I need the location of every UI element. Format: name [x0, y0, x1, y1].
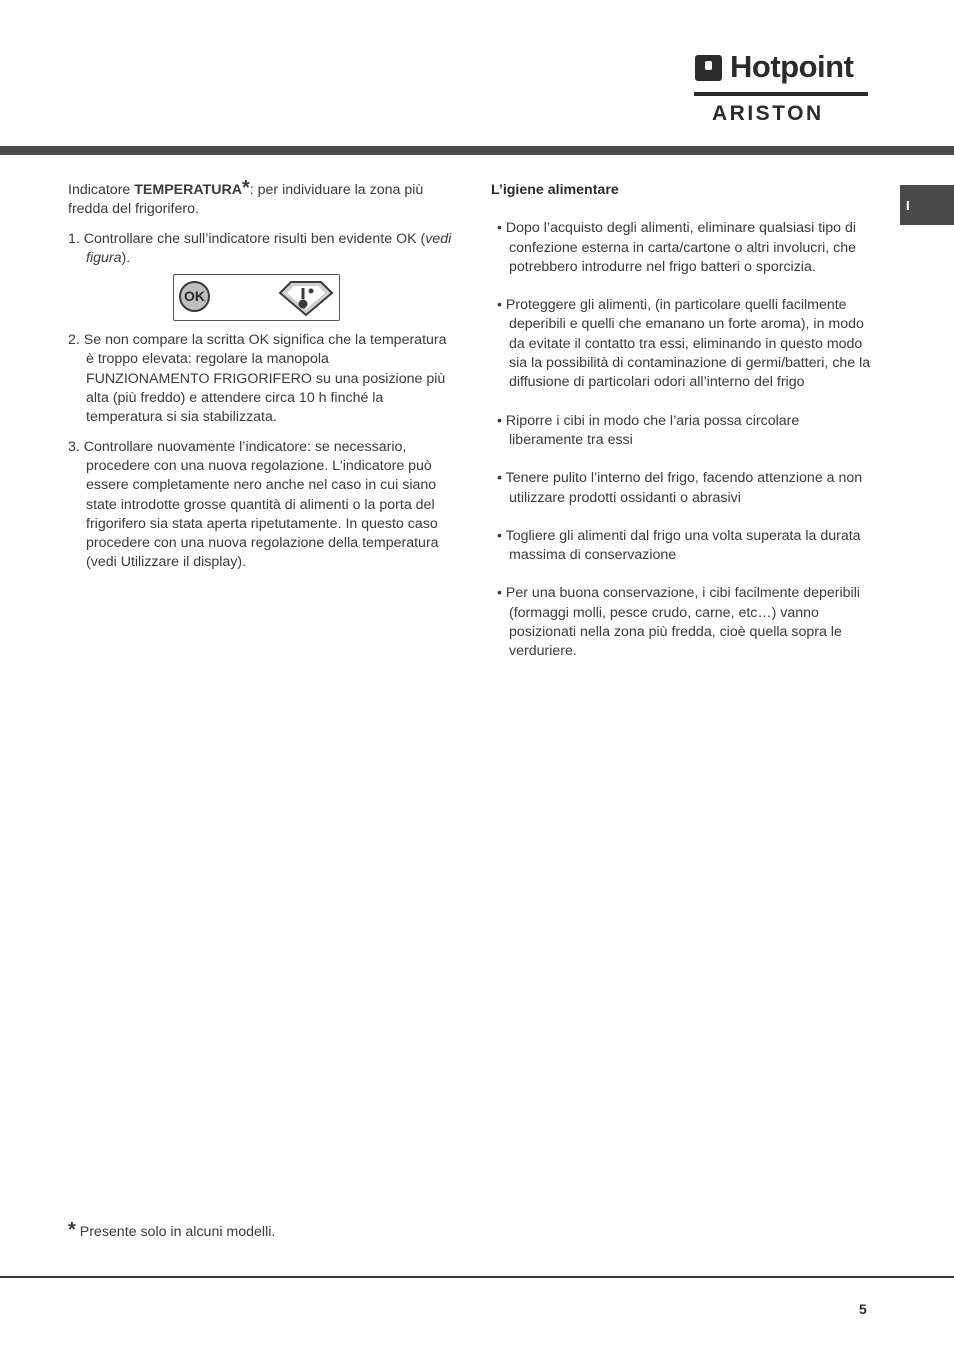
brand-logo	[694, 49, 869, 127]
bullet-item: • Tenere pulito l’interno del frigo, facendo attenzione a non utilizzare prodotti ossidanti o abrasivi	[497, 470, 863, 506]
logo-mark-icon	[695, 55, 722, 81]
language-tab	[900, 185, 954, 225]
right-column	[491, 181, 871, 681]
step-2: 2. Se non compare la scritta OK significa che la temperatura è troppo elevata: regolare la manopola FUNZIONAMENTO FRIGORIFERO su una posizione più alta (più freddo) e attendere circa 10 h finché la temperatura si sia stabilizzata.	[68, 332, 447, 426]
temperature-indicator-figure	[173, 274, 340, 321]
footer-rule	[0, 1276, 954, 1278]
footnote-text: Presente solo in alcuni modelli.	[75, 1224, 276, 1240]
bullet-item: • Riporre i cibi in modo che l’aria possa circolare liberamente tra essi	[497, 412, 800, 448]
bullet-item: • Per una buona conservazione, i cibi facilmente deperibili (formaggi molli, pesce crudo, carne, etc…) vanno posizionati nella zona più fredda, cioè quella sopra le verduriere.	[497, 585, 861, 660]
intro-paragraph	[68, 177, 452, 220]
step-1-end: ).	[121, 249, 131, 266]
intro-rest: : per individuare la zona più fredda del frigorifero.	[68, 182, 424, 218]
language-tab-label: I	[906, 198, 910, 213]
left-column	[68, 177, 452, 573]
brand-subname: ARISTON	[712, 102, 824, 125]
header-band	[0, 146, 954, 155]
intro-prefix: Indicatore	[68, 182, 135, 198]
section-heading: L’igiene alimentare	[491, 182, 619, 198]
logo-divider	[694, 92, 868, 96]
intro-term: TEMPERATURA	[134, 182, 242, 198]
footnote-asterisk: *	[68, 1219, 76, 1241]
step-1-text: 1. Controllare che sull’indicatore risulti ben evidente OK (	[68, 230, 426, 247]
step-1	[68, 230, 452, 269]
indicator-symbol-icon	[277, 279, 334, 317]
bullet-item: • Proteggere gli alimenti, (in particolare quelli facilmente deperibili e quelli che emanano un forte aroma), in modo da evitate il contatto tra essi, eliminando in questo modo sia la possibilità di contaminazione di germi/batteri, che la diffusione di particolari odori all’interno del frigo	[497, 297, 871, 391]
intro-asterisk: *	[241, 177, 250, 199]
bullet-item: • Togliere gli alimenti dal frigo una volta superata la durata massima di conservazione	[497, 527, 861, 564]
ok-badge: OK	[179, 281, 210, 312]
step-3: 3. Controllare nuovamente l’indicatore: se necessario, procedere con una nuova regolazione. L'indicatore può essere completamente nero anche nel caso in cui siano state introdotte grosse quantità di alimenti o la porta del frigorifero sia stata aperta ripetutamente. In questo caso procedere con una nuova regolazione della temperatura (vedi Utilizzare il display).	[68, 438, 439, 571]
page-number: 5	[859, 1301, 867, 1317]
step-1-italic: vedi figura	[86, 230, 452, 266]
bullet-item: • Dopo l’acquisto degli alimenti, eliminare qualsiasi tipo di confezione esterna in carta/cartone o altri involucri, che potrebbero introdurre nel frigo batteri o sporcizia.	[497, 220, 857, 275]
footnote	[68, 1219, 276, 1242]
brand-name: Hotpoint	[730, 49, 854, 84]
